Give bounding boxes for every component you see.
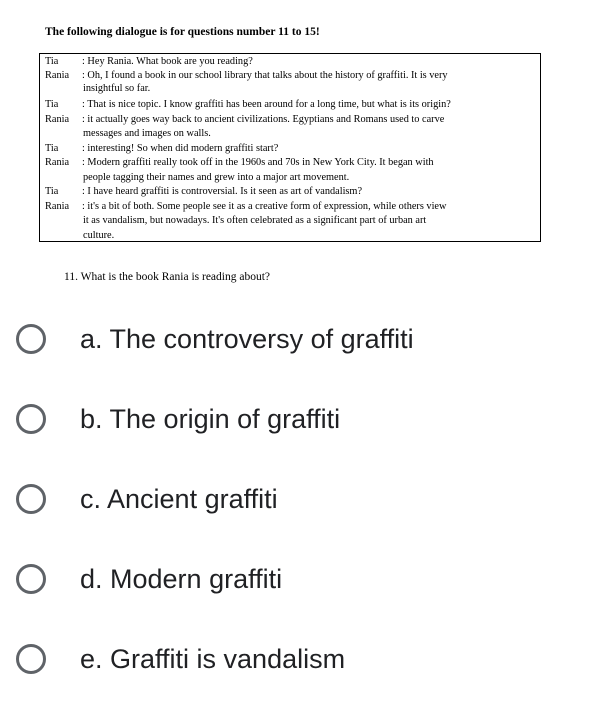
option-label: c. Ancient graffiti [80,484,278,514]
dialogue-line: : it's a bit of both. Some people see it as a creative form of expression, while others view [82,201,447,212]
dialogue-line: : Hey Rania. What book are you reading? [82,56,253,67]
speaker-label: Tia [45,186,59,197]
question-text: 11. What is the book Rania is reading about? [64,271,270,283]
dialogue-line: : Modern graffiti really took off in the 1960s and 70s in New York City. It began with [82,157,434,168]
speaker-label: Tia [45,99,59,110]
radio-button-a[interactable] [16,324,46,354]
option-label: e. Graffiti is vandalism [80,644,346,674]
dialogue-line: : Oh, I found a book in our school library that talks about the history of graffiti. It is very [82,70,448,81]
radio-button-d[interactable] [16,564,46,594]
option-c[interactable] [0,472,595,532]
speaker-label: Tia [45,143,59,154]
instruction-text: The following dialogue is for questions number 11 to 15! [45,26,320,38]
option-e[interactable] [0,632,595,692]
dialogue-line: : I have heard graffiti is controversial. Is it seen as art of vandalism? [82,186,363,197]
option-label: a. The controversy of graffiti [80,324,414,354]
dialogue-line: messages and images on walls. [83,128,211,139]
speaker-label: Rania [45,201,70,212]
option-a[interactable] [0,312,595,372]
speaker-label: Rania [45,70,70,81]
option-b[interactable] [0,392,595,452]
option-label: b. The origin of graffiti [80,404,341,434]
dialogue-line: culture. [83,230,115,241]
option-label: d. Modern graffiti [80,564,283,594]
dialogue-box [39,53,541,242]
speaker-label: Rania [45,114,70,125]
option-d[interactable] [0,552,595,612]
dialogue-line: insightful so far. [83,83,151,94]
radio-button-c[interactable] [16,484,46,514]
speaker-label: Rania [45,157,70,168]
dialogue-line: : it actually goes way back to ancient civilizations. Egyptians and Romans used to carve [82,114,445,125]
dialogue-line: people tagging their names and grew into a major art movement. [83,172,350,183]
dialogue-line: : interesting! So when did modern graffiti start? [82,143,279,154]
radio-button-e[interactable] [16,644,46,674]
dialogue-line: : That is nice topic. I know graffiti has been around for a long time, but what is its origin? [82,99,451,110]
speaker-label: Tia [45,56,59,67]
dialogue-line: it as vandalism, but nowadays. It's often celebrated as a significant part of urban art [83,215,427,226]
radio-button-b[interactable] [16,404,46,434]
